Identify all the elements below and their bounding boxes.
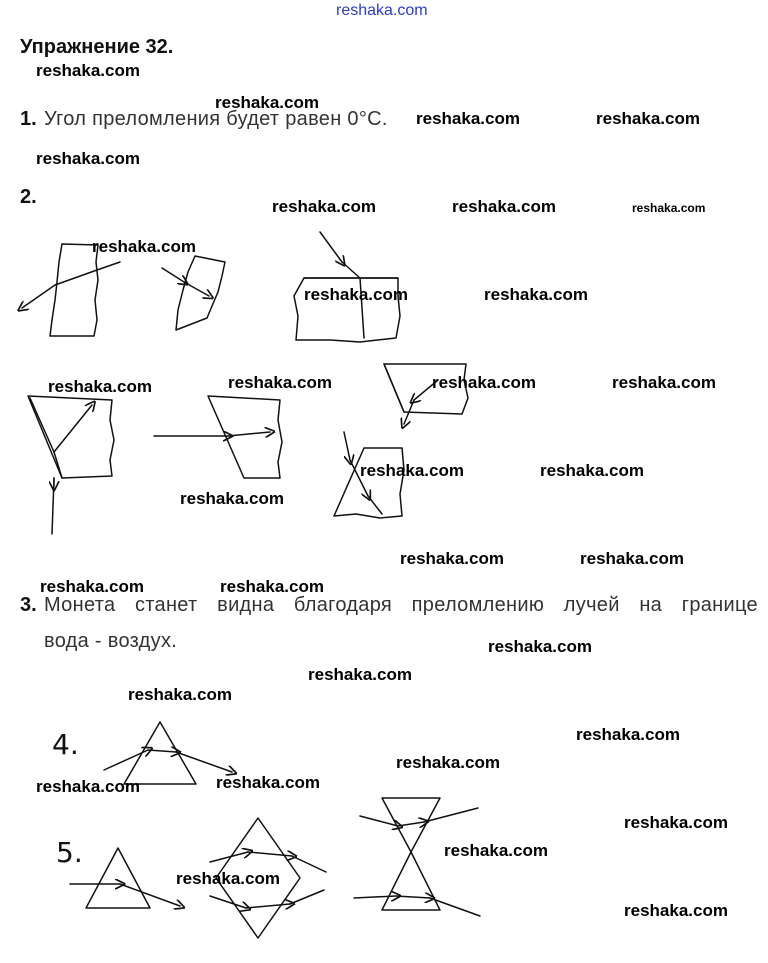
watermark: reshaka.com xyxy=(48,377,152,396)
watermark: reshaka.com xyxy=(432,373,536,392)
word: станет xyxy=(135,594,198,616)
watermark: reshaka.com xyxy=(540,461,644,480)
item-5-number: 5. xyxy=(56,836,83,869)
watermark: reshaka.com xyxy=(396,753,500,772)
item-4-number: 4. xyxy=(52,728,79,761)
watermark: reshaka.com xyxy=(304,285,408,304)
watermark: reshaka.com xyxy=(400,549,504,568)
word: видна xyxy=(217,594,275,616)
watermark: reshaka.com xyxy=(488,637,592,656)
exercise-title: Упражнение 32. xyxy=(20,36,174,58)
refraction-slab-diagram-1 xyxy=(22,244,120,336)
watermark: reshaka.com xyxy=(576,725,680,744)
watermark: reshaka.com xyxy=(36,61,140,80)
prism-diagram-item-4 xyxy=(104,722,232,784)
watermark: reshaka.com xyxy=(612,373,716,392)
watermark: reshaka.com xyxy=(36,149,140,168)
watermark: reshaka.com xyxy=(624,901,728,920)
item-2-number: 2. xyxy=(20,186,37,208)
watermark: reshaka.com xyxy=(36,777,140,796)
watermark: reshaka.com xyxy=(416,109,520,128)
watermark: reshaka.com xyxy=(215,93,319,112)
watermark: reshaka.com xyxy=(220,577,324,596)
item-1-text: Угол преломления будет равен 0°С. xyxy=(44,108,388,130)
watermark: reshaka.com xyxy=(176,869,280,888)
watermark: reshaka.com xyxy=(580,549,684,568)
item-3-text-line2: вода - воздух. xyxy=(44,630,178,652)
item-1-number: 1. xyxy=(20,108,37,130)
word: благодаря xyxy=(293,594,393,616)
watermark: reshaka.com xyxy=(308,665,412,684)
watermark: reshaka.com xyxy=(596,109,700,128)
watermark: reshaka.com xyxy=(444,841,548,860)
watermark: reshaka.com xyxy=(40,577,144,596)
refraction-prism-diagram-4 xyxy=(28,396,114,534)
watermark: reshaka.com xyxy=(216,773,320,792)
item-3-number: 3. xyxy=(20,594,37,616)
word: на xyxy=(639,594,663,616)
watermark: reshaka.com xyxy=(632,201,706,215)
watermark: reshaka.com xyxy=(128,685,232,704)
word: границе xyxy=(681,594,758,616)
watermark: reshaka.com xyxy=(228,373,332,392)
site-header-link[interactable]: reshaka.com xyxy=(336,2,428,19)
refraction-slab-diagram-2 xyxy=(162,256,225,330)
word: лучей xyxy=(563,594,620,616)
word: преломлению xyxy=(411,594,545,616)
watermark: reshaka.com xyxy=(360,461,464,480)
watermark: reshaka.com xyxy=(92,237,196,256)
refraction-prism-diagram-5 xyxy=(154,396,282,478)
watermark: reshaka.com xyxy=(484,285,588,304)
word: Монета xyxy=(44,594,116,616)
prism-diagram-item-5a xyxy=(70,848,180,908)
watermark: reshaka.com xyxy=(624,813,728,832)
watermark: reshaka.com xyxy=(272,197,376,216)
watermark: reshaka.com xyxy=(180,489,284,508)
watermark: reshaka.com xyxy=(452,197,556,216)
